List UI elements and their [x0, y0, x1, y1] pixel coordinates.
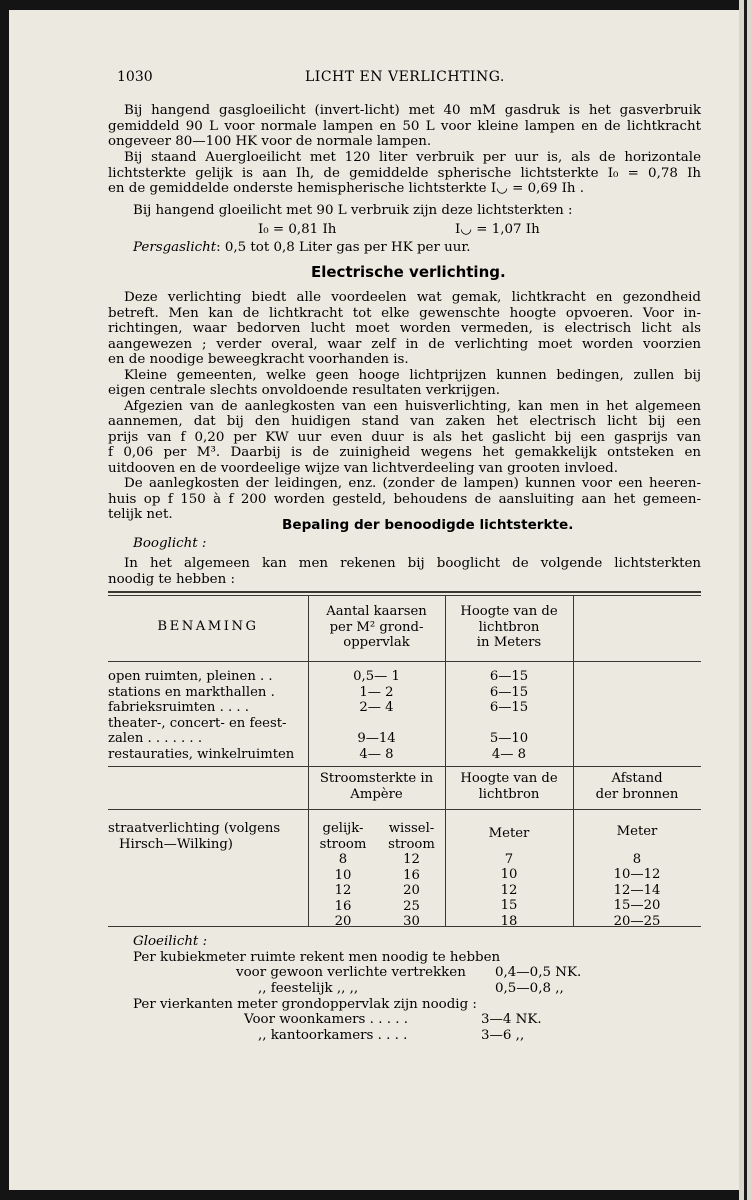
- bepaling-heading: Bepaling der benoodigde lichtsterkte.: [282, 517, 574, 533]
- header-hoogte-2: Hoogte van de lichtbron: [460, 771, 558, 802]
- gas-paragraph-3: Bij hangend gloeilicht met 90 L verbruik zijn deze lichtsterkten :: [133, 203, 573, 218]
- page-edge-shadow: [744, 0, 747, 1200]
- gloeilicht-label: Gloeilicht :: [133, 934, 208, 949]
- header-hoogte: Hoogte van de lichtbron in Meters: [460, 604, 558, 650]
- table-rule: [108, 661, 701, 662]
- table-row: theater-, concert- en feest-: [108, 715, 287, 731]
- header-kaarsen: Aantal kaarsen per M² grond- oppervlak: [326, 604, 427, 650]
- formula-right: I◡ = 1,07 Ih: [455, 222, 540, 237]
- gloeilicht-line-3-value: 0,5—0,8 ,,: [495, 981, 564, 996]
- table-rule: [108, 595, 701, 596]
- gas-paragraph-2: Bij staand Auergloeilicht met 120 liter verbruik per uur is, als de horizontale lichtsterkte gelijk is aan Ih, de gemiddelde spherische lichtsterkte I₀ = 0,78 Ih en de gemiddelde onderste hemispherische lichtsterkte I◡ = 0,69 Ih .: [108, 150, 701, 196]
- table-rule: [108, 591, 701, 593]
- gas-paragraph-1: Bij hangend gasgloeilicht (invert-licht) met 40 mM gasdruk is het gasverbruik gemiddeld 90 L voor normale lampen en 50 L voor kleine lampen en de lichtkracht ongeveer 80—100 HK voor de normale lampen.: [108, 103, 701, 149]
- header-benaming: BENAMING: [157, 619, 259, 634]
- table-row: restauraties, winkelruimten: [108, 746, 295, 762]
- gloeilicht-line-6-value: 3—6 ,,: [481, 1028, 525, 1043]
- electric-heading: Electrische verlichting.: [311, 263, 506, 281]
- gloeilicht-line-5-value: 3—4 NK.: [481, 1012, 542, 1027]
- booglicht-label: Booglicht :: [133, 536, 207, 551]
- header-stroomsterkte: Stroomsterkte in Ampère: [319, 771, 434, 802]
- table-row: zalen . . . . . . .: [108, 731, 203, 746]
- formula-left: I₀ = 0,81 Ih: [258, 222, 337, 237]
- wisselstroom-column: wissel- stroom 12 16 20 25 30: [388, 821, 435, 929]
- electric-paragraphs: Deze verlichting biedt alle voordeelen wat gemak, lichtkracht en gezondheid betreft. Men kan de lichtkracht tot elke gewenschte hoogte opvoeren. Voor in- richtingen, waar bedorven lucht moet worden vermeden, is electrisch licht als aangewezen ; verder overal, waar zelf in de verlichting moet worden voorzien en de noodige beweegkracht voorhanden is. Kleine gemeenten, welke geen hooge lichtprijzen kunnen bedingen, zullen bij eigen centrale slechts onvoldoende resultaten verkrijgen. Afgezien van de aanlegkosten van een huisverlichting, kan men in het algemeen aannemen, dat bij den huidigen stand van zaken het electrisch licht bij een prijs van f 0,20 per KW uur even duur is als het gaslicht bij een gasprijs van f 0,06 per M³. Daarbij is de zuinigheid wegens het gemakkelijk ontsteken en uitdooven en de voordeelige wijze van lichtverdeeling van grooten invloed. De aanlegkosten der leidingen, enz. (zonder de lampen) kunnen voor een heeren- huis op f 150 à f 200 worden gesteld, behoudens de aansluiting aan het gemeen- telijk net.: [108, 290, 701, 522]
- table1-names: [108, 669, 306, 762]
- hoogte-2-column: Meter 7 10 12 15 18: [488, 826, 530, 929]
- table-rule: [108, 809, 701, 810]
- persgaslicht-line: [133, 240, 471, 256]
- persgaslicht-text: : 0,5 tot 0,8 Liter gas per HK per uur.: [216, 240, 471, 255]
- gloeilicht-line-3-label: ,, feestelijk ,, ,,: [258, 981, 359, 996]
- gloeilicht-line-2-label: voor gewoon verlichte vertrekken: [236, 965, 466, 980]
- gelijkstroom-column: gelijk- stroom 8 10 12 16 20: [319, 821, 367, 929]
- persgaslicht-label: Persgaslicht: [133, 240, 217, 255]
- gloeilicht-line-4: Per vierkanten meter grondoppervlak zijn noodig :: [133, 997, 477, 1012]
- gloeilicht-line-5-label: Voor woonkamers . . . . .: [244, 1012, 408, 1027]
- gloeilicht-line-1: Per kubiekmeter ruimte rekent men noodig te hebben: [133, 950, 501, 965]
- booglicht-intro: In het algemeen kan men rekenen bij booglicht de volgende lichtsterkten noodig te hebben :: [108, 556, 701, 587]
- page-number: 1030: [117, 69, 153, 85]
- running-title: LICHT EN VERLICHTING.: [305, 69, 505, 85]
- header-afstand: Afstand der bronnen: [595, 771, 679, 802]
- table-row: fabrieksruimten . . . .: [108, 700, 249, 715]
- table-rule: [108, 766, 701, 767]
- table-row: open ruimten, pleinen . .: [108, 669, 273, 684]
- afstand-column: Meter 8 10—12 12—14 15—20 20—25: [613, 824, 661, 929]
- straatverlichting-label: straatverlichting (volgens Hirsch—Wilking): [108, 821, 281, 852]
- table-row: stations en markthallen .: [108, 684, 275, 700]
- table1-hoogte-values: 6—15 6—15 6—15 5—10 4— 8: [489, 669, 529, 762]
- gloeilicht-line-2-value: 0,4—0,5 NK.: [495, 965, 582, 980]
- table1-kaarsen-values: 0,5— 1 1— 2 2— 4 9—14 4— 8: [353, 669, 400, 762]
- gloeilicht-line-6-label: ,, kantoorkamers . . . .: [258, 1028, 408, 1043]
